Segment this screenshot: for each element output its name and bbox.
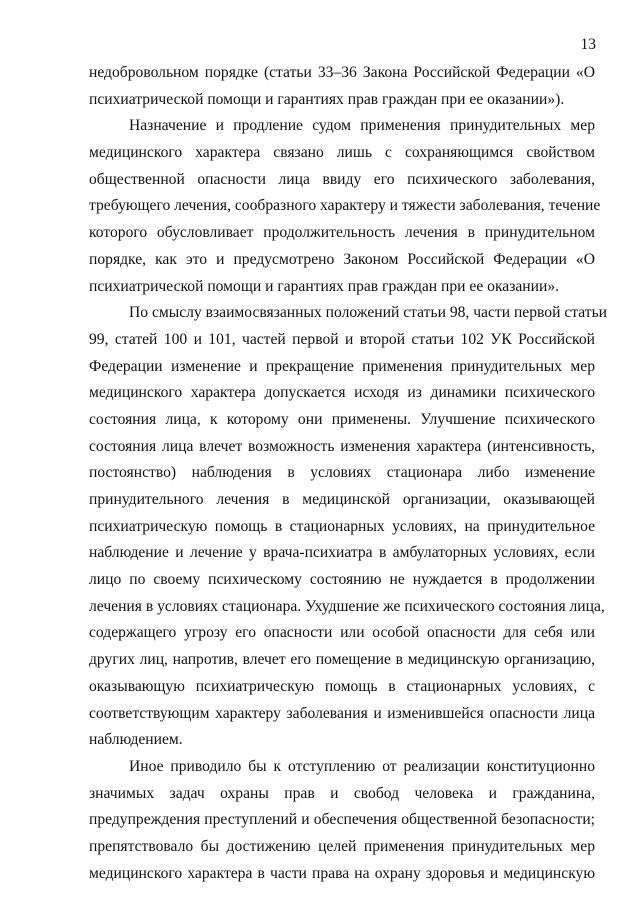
- text-line: состояния лица, к которому они применены. Улучшение психического: [89, 410, 595, 428]
- text-line: психиатрической помощи и гарантиях прав граждан при ее оказании»).: [89, 90, 565, 108]
- page-number: 13: [580, 36, 596, 53]
- text-line: Иное приводило бы к отступлению от реализации конституционно: [129, 757, 595, 775]
- text-line: требующего лечения, сообразного характеру и тяжести заболевания, течение: [89, 197, 601, 215]
- text-line: По смыслу взаимосвязанных положений статьи 98, части первой статьи: [129, 304, 608, 322]
- text-line: других лиц, напротив, влечет его помещение в медицинскую организацию,: [89, 651, 595, 669]
- paragraph: [89, 300, 608, 754]
- text-line: лицо по своему психическому состоянию не нуждается в продолжении: [89, 571, 595, 589]
- text-line: оказывающую психиатрическую помощь в стационарных условиях, с: [89, 677, 595, 695]
- text-line: медицинского характера допускается исходя из динамики психического: [89, 384, 595, 402]
- paragraph: [89, 113, 601, 300]
- text-line: порядке, как это и предусмотрено Законом Российской Федерации «О: [89, 250, 595, 268]
- text-line: Назначение и продление судом применения принудительных мер: [129, 117, 595, 135]
- text-line: психиатрической помощи и гарантиях прав граждан при ее оказании».: [89, 277, 560, 295]
- text-line: которого обусловливает продолжительность лечения в принудительном: [89, 224, 595, 242]
- text-line: наблюдение и лечение у врача-психиатра в амбулаторных условиях, если: [89, 544, 595, 562]
- text-line: наблюдением.: [89, 731, 183, 749]
- text-line: недобровольном порядке (статьи 33–36 Закона Российской Федерации «О: [89, 64, 595, 81]
- text-line: соответствующим характеру заболевания и изменившейся опасности лица: [89, 704, 595, 722]
- text-line: Федерации изменение и прекращение применения принудительных мер: [89, 357, 595, 375]
- text-line: состояния лица влечет возможность изменения характера (интенсивность,: [89, 437, 595, 455]
- text-line: медицинского характера в части права на охрану здоровья и медицинскую: [89, 864, 595, 882]
- paragraph: [89, 60, 595, 113]
- text-line: постоянство) наблюдения в условиях стационара либо изменение: [89, 464, 595, 482]
- paragraph: [89, 754, 595, 887]
- text-line: общественной опасности лица ввиду его психического заболевания,: [89, 170, 595, 188]
- text-line: значимых задач охраны прав и свобод человека и гражданина,: [89, 784, 595, 802]
- text-line: предупреждения преступлений и обеспечения общественной безопасности;: [89, 811, 595, 829]
- text-line: медицинского характера связано лишь с сохраняющимся свойством: [89, 144, 595, 162]
- document-body: [89, 60, 608, 887]
- text-line: психиатрическую помощь в стационарных условиях, на принудительное: [89, 517, 595, 535]
- text-line: лечения в условиях стационара. Ухудшение же психического состояния лица,: [89, 597, 605, 615]
- text-line: содержащего угрозу его опасности или особой опасности для себя или: [89, 624, 595, 642]
- text-line: 99, статей 100 и 101, частей первой и второй статьи 102 УК Российской: [89, 330, 595, 348]
- text-line: принудительного лечения в медицинской организации, оказывающей: [89, 491, 595, 508]
- text-line: препятствовало бы достижению целей применения принудительных мер: [89, 837, 595, 855]
